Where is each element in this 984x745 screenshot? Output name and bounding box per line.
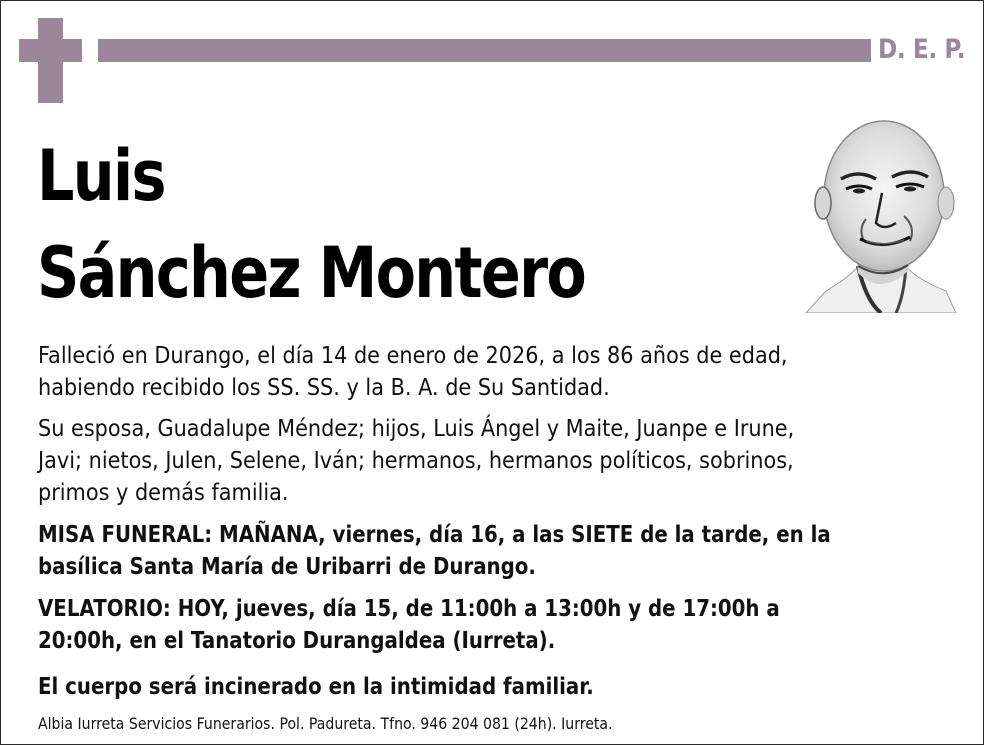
dep-label: D. E. P. [878, 34, 966, 65]
wake-paragraph [38, 593, 958, 657]
portrait-icon [796, 101, 966, 313]
text-line: basílica Santa María de Uribarri de Durango. [38, 554, 536, 580]
text-line: El cuerpo será incinerado en la intimidad familiar. [38, 674, 594, 700]
text-line: Su esposa, Guadalupe Méndez; hijos, Luis Ángel y Maite, Juanpe e Irune, [38, 416, 795, 442]
text-line: habiendo recibido los SS. SS. y la B. A. de Su Santidad. [38, 375, 610, 401]
text-line: Falleció en Durango, el día 14 de enero de 2026, a los 86 años de edad, [38, 343, 788, 369]
text-line: MISA FUNERAL: MAÑANA, viernes, día 16, a las SIETE de la tarde, en la [38, 522, 831, 548]
deceased-first-name: Luis [37, 135, 165, 217]
death-notice-paragraph [38, 340, 952, 404]
text-line: primos y demás familia. [38, 480, 289, 506]
text-line: Javi; nietos, Julen, Selene, Iván; hermanos, hermanos políticos, sobrinos, [38, 448, 794, 474]
cross-icon-arm [19, 39, 82, 62]
funeral-mass-paragraph [38, 519, 958, 583]
text-line: 20:00h, en el Tanatorio Durangaldea (Iurreta). [38, 628, 556, 654]
text-line: VELATORIO: HOY, jueves, día 15, de 11:00h a 13:00h y de 17:00h a [38, 596, 780, 622]
cremation-paragraph [38, 671, 958, 703]
portrait-photo [796, 101, 966, 313]
family-paragraph [38, 413, 952, 509]
footer-text: Albia Iurreta Servicios Funerarios. Pol. Padureta. Tfno. 946 204 081 (24h). Iurreta. [38, 714, 613, 733]
deceased-surnames: Sánchez Montero [37, 232, 586, 314]
funeral-home-footer [38, 713, 962, 735]
header-rule [98, 39, 871, 62]
